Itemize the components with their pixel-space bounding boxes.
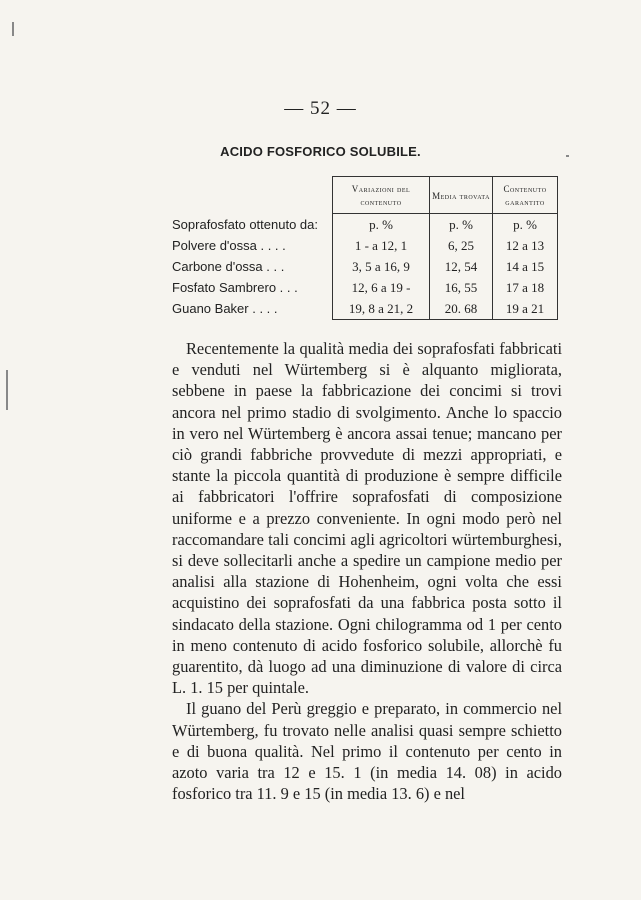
- column-header-media: Media trovata: [430, 177, 493, 214]
- row-label: Fosfato Sambrero . . .: [172, 280, 298, 295]
- column-header-variazioni: Variazioni del contenuto: [333, 177, 430, 214]
- variazioni-cell: 19, 8 a 21, 2: [333, 298, 430, 320]
- table-title: ACIDO FOSFORICO SOLUBILE.: [220, 144, 421, 159]
- media-cell: 12, 54: [430, 256, 493, 277]
- page-number: — 52 —: [284, 98, 357, 119]
- table-row: [172, 235, 558, 256]
- garantito-cell: 14 a 15: [493, 256, 558, 277]
- garantito-cell: 12 a 13: [493, 235, 558, 256]
- table-row: [172, 277, 558, 298]
- unit-label: Soprafosfato ottenuto da:: [172, 216, 318, 232]
- column-header-garantito: Contenuto garantito: [493, 177, 558, 214]
- table-row: [172, 298, 558, 320]
- table-row: [172, 256, 558, 277]
- media-cell: 6, 25: [430, 235, 493, 256]
- table-row: [172, 214, 558, 236]
- garantito-cell: 17 a 18: [493, 277, 558, 298]
- media-cell: 16, 55: [430, 277, 493, 298]
- scan-mark: [12, 22, 14, 36]
- unit-cell: p. %: [430, 214, 493, 236]
- data-table: [172, 176, 558, 320]
- scan-mark: [6, 370, 8, 410]
- variazioni-cell: 3, 5 a 16, 9: [333, 256, 430, 277]
- row-label: Polvere d'ossa . . . .: [172, 238, 286, 253]
- media-cell: 20. 68: [430, 298, 493, 320]
- row-label: Carbone d'ossa . . .: [172, 259, 285, 274]
- variazioni-cell: 12, 6 a 19 -: [333, 277, 430, 298]
- unit-cell: p. %: [493, 214, 558, 236]
- paragraph: Il guano del Perù greggio e preparato, in commercio nel Würtemberg, fu trovato nelle analisi quasi sempre schietto e di buona qualità. Nel primo il contenuto per cento in azoto varia tra 12 e 15. 1 (in media 14. 08) in acido fosforico tra 11. 9 e 15 (in media 13. 6) e nel: [172, 699, 562, 804]
- unit-cell: p. %: [333, 214, 430, 236]
- paragraph: Recentemente la qualità media dei soprafosfati fabbricati e venduti nel Würtemberg si è alquanto migliorata, sebbene in paese la fabbricazione dei concimi si trovi ancora nel primo stadio di svolgimento. Anche lo spaccio in vero nel Würtemberg è ancora assai tenue; mancano per ciò grandi fabbriche provvedute di mezzi appropriati, e stante la piccola quantità di produzione è sempre difficile ai fabbricatori l'offrire soprafosfati di composizione uniforme e a prezzo conveniente. In ogni modo però nel raccomandare tali concimi agli agricoltori würtemburghesi, si deve sollecitarli anche a spedire un campione medio per analisi alla stazione di Hohenheim, ogni volta che essi acquistino dei soprafosfati da una fabbrica posta sotto il sindacato della stazione. Ogni chilogramma od 1 per cento in meno contenuto di acido fosforico solubile, allorchè fu guarentito, dà luogo ad una diminuzione di valore di circa L. 1. 15 per quintale.: [172, 339, 562, 698]
- row-label: Guano Baker . . . .: [172, 301, 278, 317]
- variazioni-cell: 1 - a 12, 1: [333, 235, 430, 256]
- body-text: [172, 338, 562, 804]
- scan-mark: [566, 155, 569, 157]
- garantito-cell: 19 a 21: [493, 298, 558, 320]
- label-header: [172, 177, 333, 214]
